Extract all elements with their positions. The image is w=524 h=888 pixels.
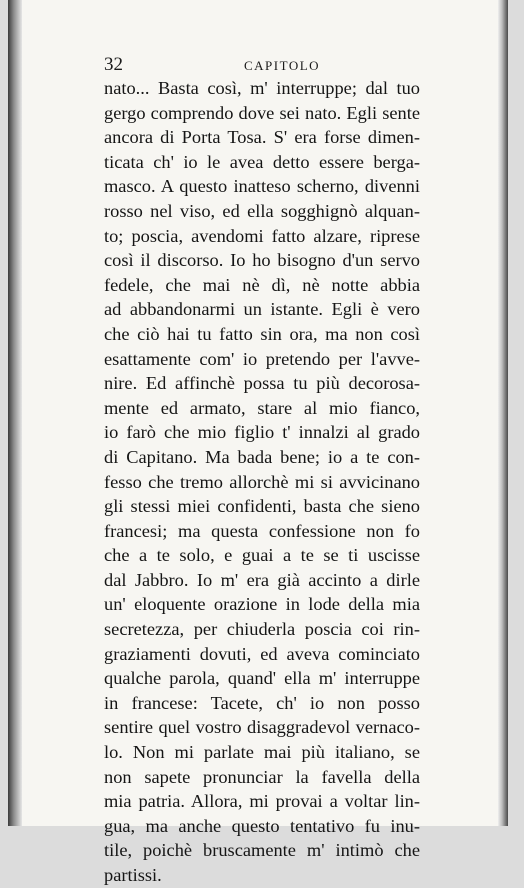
page-number: 32 (104, 54, 123, 75)
text-line: di Capitano. Ma bada bene; io a te con- (104, 446, 420, 467)
text-line: to; poscia, avendomi fatto alzare, riprese (104, 225, 420, 246)
text-line: fedele, che mai nè dì, nè notte abbia (104, 274, 420, 295)
text-line: mente ed armato, stare al mio fianco, (104, 397, 420, 418)
text-line: ad abbandonarmi un istante. Egli è vero (104, 299, 420, 320)
text-line: ancora di Porta Tosa. S' era forse dimen- (104, 127, 420, 148)
text-line: sentire quel vostro disaggradevol vernaco- (104, 717, 420, 738)
text-line: ticata ch' io le avea detto essere berga- (104, 151, 420, 172)
text-line: fesso che tremo allorchè mi si avvicinano (104, 471, 420, 492)
text-line: nato... Basta così, m' interruppe; dal tuo (104, 78, 420, 98)
text-line: secretezza, per chiuderla poscia coi rin- (104, 619, 420, 640)
text-line: masco. A questo inatteso scherno, divenni (104, 176, 420, 197)
text-line: che a te solo, e guai a te se ti uscisse (104, 545, 420, 566)
text-line: un' eloquente orazione in lode della mia (104, 594, 420, 615)
text-line: esattamente com' io pretendo per l'avve- (104, 348, 420, 369)
text-line: mia patria. Allora, mi provai a voltar lin- (104, 791, 420, 812)
text-line: tile, poichè bruscamente m' intimò che (104, 840, 420, 861)
text-line: partissi. (104, 865, 162, 885)
text-line: lo. Non mi parlate mai più italiano, se (104, 742, 420, 763)
text-line: gergo comprendo dove sei nato. Egli sente (104, 102, 420, 123)
text-line: così il discorso. Io ho bisogno d'un servo (104, 250, 420, 271)
text-line: qualche parola, quand' ella m' interruppe (104, 668, 420, 689)
text-line: che ciò hai tu fatto sin ora, ma non così (104, 323, 420, 344)
body-text (104, 76, 420, 888)
text-line: rosso nel viso, ed ella sogghignò alquan- (104, 200, 420, 221)
page-header (104, 54, 524, 78)
page-binding-shadow (8, 0, 22, 826)
text-line: non sapete pronunciar la favella della (104, 766, 420, 787)
text-line: in francese: Tacete, ch' io non posso (104, 692, 420, 713)
page-edge-shadow (498, 0, 508, 826)
running-head: CAPITOLO (244, 58, 321, 73)
text-line: graziamenti dovuti, ed aveva cominciato (104, 643, 420, 664)
text-line: dal Jabbro. Io m' era già accinto a dirle (104, 569, 420, 590)
text-line: nire. Ed affinchè possa tu più decorosa- (104, 373, 420, 394)
text-line: gli stessi miei confidenti, basta che sieno (104, 496, 420, 517)
text-line: francesi; ma questa confessione non fo (104, 520, 420, 541)
text-line: gua, ma anche questo tentativo fu inu- (104, 815, 420, 836)
text-line: io farò che mio figlio t' innalzi al grado (104, 422, 420, 443)
